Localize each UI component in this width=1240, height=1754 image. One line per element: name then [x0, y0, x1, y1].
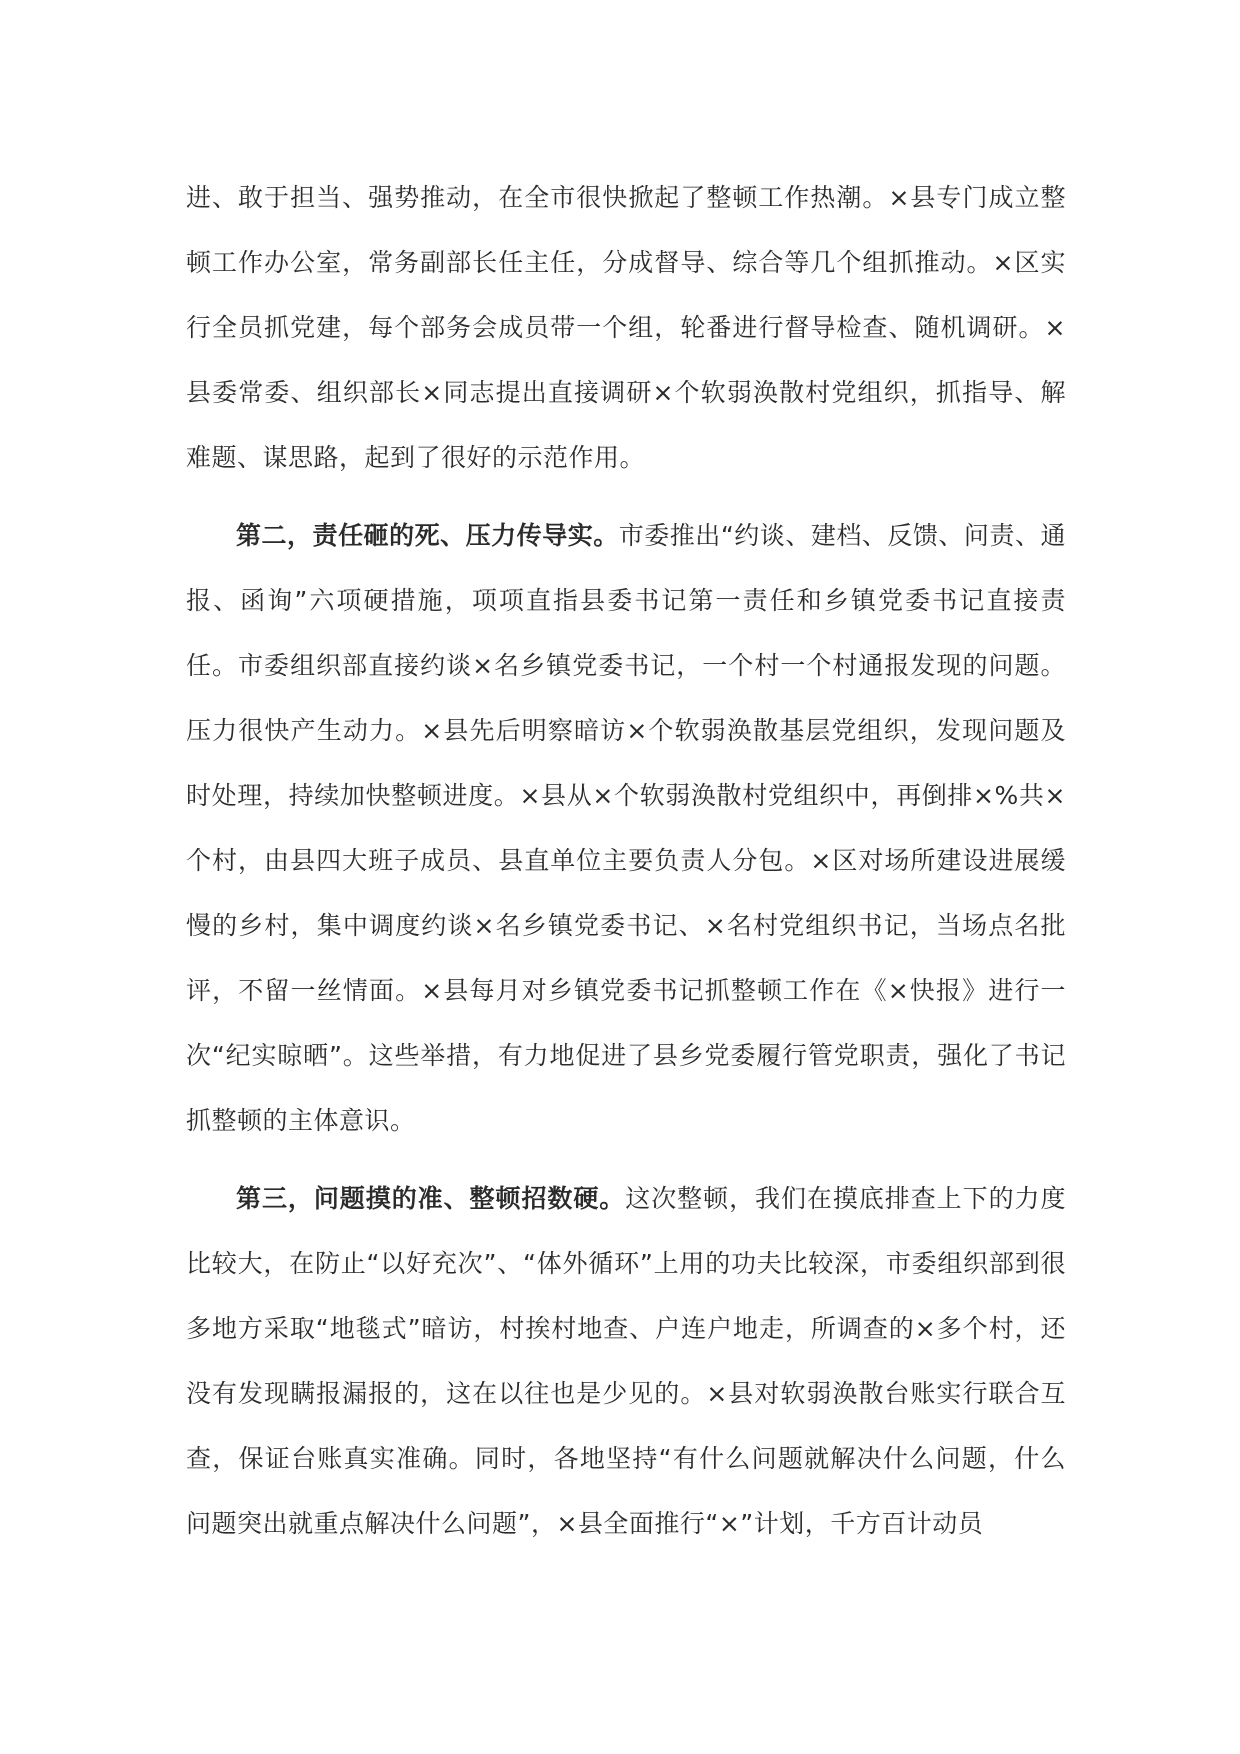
paragraph-text: 市委推出“约谈、建档、反馈、问责、通报、函询”六项硬措施，项项直指县委书记第一责任和乡镇党委书记直接责任。市委组织部直接约谈×名乡镇党委书记，一个村一个村通报发现的问题。压力很快产生动力。×县先后明察暗访×个软弱涣散基层党组织，发现问题及时处理，持续加快整顿进度。×县从×个软弱涣散村党组织中，再倒排×%共×个村，由县四大班子成员、县直单位主要负责人分包。×区对场所建设进展缓慢的乡村，集中调度约谈×名乡镇党委书记、×名村党组织书记，当场点名批评，不留一丝情面。×县每月对乡镇党委书记抓整顿工作在《×快报》进行一次“纪实晾晒”。这些举措，有力地促进了县乡党委履行管党职责，强化了书记抓整顿的主体意识。: [186, 521, 1066, 1135]
paragraph-lead-heading: 第二，责任砸的死、压力传导实。: [236, 521, 619, 550]
paragraph-continuation: [186, 165, 1066, 490]
paragraph-third-point: [186, 1166, 1066, 1556]
document-body: [186, 165, 1066, 1556]
paragraph-text: 这次整顿，我们在摸底排查上下的力度比较大，在防止“以好充次”、“体外循环”上用的功夫比较深，市委组织部到很多地方采取“地毯式”暗访，村挨村地查、户连户地走，所调查的×多个村，还没有发现瞒报漏报的，这在以往也是少见的。×县对软弱涣散台账实行联合互查，保证台账真实准确。同时，各地坚持“有什么问题就解决什么问题，什么问题突出就重点解决什么问题”，×县全面推行“×”计划，千方百计动员: [186, 1184, 1066, 1538]
paragraph-second-point: [186, 503, 1066, 1153]
paragraph-text: 进、敢于担当、强势推动，在全市很快掀起了整顿工作热潮。×县专门成立整顿工作办公室，常务副部长任主任，分成督导、综合等几个组抓推动。×区实行全员抓党建，每个部务会成员带一个组，轮番进行督导检查、随机调研。×县委常委、组织部长×同志提出直接调研×个软弱涣散村党组织，抓指导、解难题、谋思路，起到了很好的示范作用。: [186, 183, 1066, 472]
paragraph-lead-heading: 第三，问题摸的准、整顿招数硬。: [236, 1184, 626, 1213]
